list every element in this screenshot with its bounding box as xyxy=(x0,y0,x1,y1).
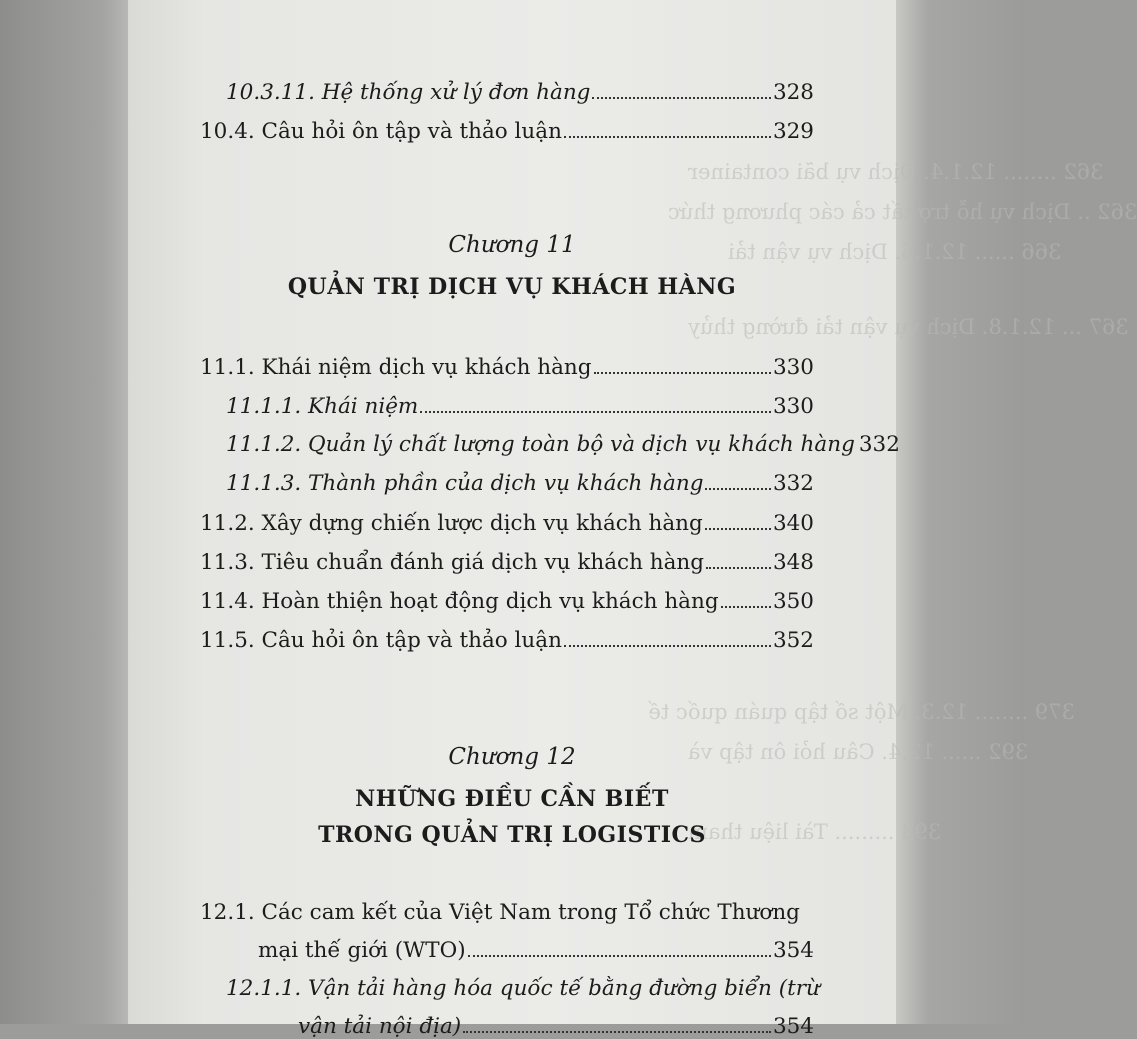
toc-page-number: 328 xyxy=(772,80,814,105)
toc-page-number: 332 xyxy=(858,432,900,457)
dot-leader xyxy=(705,487,770,490)
dot-leader xyxy=(468,954,771,957)
toc-page-number: 330 xyxy=(772,394,814,419)
dot-leader xyxy=(706,566,771,569)
chapter-11-number: Chương 11 xyxy=(448,232,576,258)
toc-page-number: 348 xyxy=(772,550,814,575)
toc-page-number: 330 xyxy=(772,355,814,380)
toc-entry-label: 11.3. Tiêu chuẩn đánh giá dịch vụ khách hàng xyxy=(200,550,705,575)
toc-entry xyxy=(200,513,814,535)
right-background xyxy=(896,0,1024,1024)
toc-entry xyxy=(200,357,814,379)
toc-entry xyxy=(226,82,814,104)
toc-entry xyxy=(226,473,814,495)
toc-entry xyxy=(200,121,814,143)
dot-leader xyxy=(564,644,771,647)
dot-leader xyxy=(594,371,771,374)
toc-page-number: 350 xyxy=(772,589,814,614)
toc-entry-label: 10.4. Câu hỏi ôn tập và thảo luận xyxy=(200,119,562,144)
toc-page-number: 332 xyxy=(772,471,814,496)
toc-entry-label: 11.2. Xây dựng chiến lược dịch vụ khách hàng xyxy=(200,511,703,536)
book-page xyxy=(128,0,1137,1039)
toc-entry-label: mại thế giới (WTO) xyxy=(258,938,466,963)
toc-page-number: 354 xyxy=(772,1014,814,1039)
toc-entry xyxy=(226,432,900,457)
dot-leader xyxy=(592,96,771,99)
bleed-through-decoration: 393 ......... Tài liệu tham xyxy=(688,820,942,844)
bleed-through-decoration: 379 ........ 12.3. Một số tập quán quốc tế xyxy=(648,700,1075,724)
toc-entry xyxy=(200,552,814,574)
bleed-through-decoration: 362 ........ 12.1.4. Dịch vụ bãi container xyxy=(688,160,1104,184)
toc-entry xyxy=(200,630,814,652)
toc-entry xyxy=(226,396,814,418)
toc-entry-label: vận tải nội địa) xyxy=(298,1014,462,1039)
toc-entry-label: 11.1.3. Thành phần của dịch vụ khách hàng xyxy=(226,471,704,496)
bleed-through-decoration: 367 ... 12.1.8. Dịch vụ vận tải đường thủy xyxy=(688,315,1129,339)
dot-leader xyxy=(705,527,771,530)
toc-entry-label: 12.1.1. Vận tải hàng hóa quốc tế bằng đường biển (trừ xyxy=(226,976,820,1001)
toc-entry-label: 11.1. Khái niệm dịch vụ khách hàng xyxy=(200,355,592,380)
dot-leader xyxy=(721,605,771,608)
toc-entry xyxy=(200,591,814,613)
bleed-through-decoration: 392 ...... 12.4. Câu hỏi ôn tập và xyxy=(688,740,1029,764)
bleed-through-decoration: 366 ...... 12.1.6. Dịch vụ vận tải xyxy=(728,240,1062,264)
toc-entry-label: 11.1.2. Quản lý chất lượng toàn bộ và dịch vụ khách hàng xyxy=(226,432,855,457)
chapter-12-title-line2: TRONG QUẢN TRỊ LOGISTICS xyxy=(318,822,706,848)
bleed-through-decoration: 362 .. Dịch vụ hỗ trợ tất cả các phương thức xyxy=(668,200,1137,224)
chapter-11-title: QUẢN TRỊ DỊCH VỤ KHÁCH HÀNG xyxy=(287,274,737,300)
toc-entry-label: 11.1.1. Khái niệm xyxy=(226,394,419,419)
toc-entry xyxy=(258,940,814,962)
toc-entry-label: 12.1. Các cam kết của Việt Nam trong Tổ chức Thương xyxy=(200,900,800,925)
dot-leader xyxy=(564,135,771,138)
toc-page-number: 329 xyxy=(772,119,814,144)
toc-page-number: 352 xyxy=(772,628,814,653)
chapter-12-number: Chương 12 xyxy=(448,744,576,770)
dot-leader xyxy=(463,1030,771,1033)
toc-entry-label: 11.4. Hoàn thiện hoạt động dịch vụ khách hàng xyxy=(200,589,719,614)
dot-leader xyxy=(420,410,771,413)
toc-entry-label: 10.3.11. Hệ thống xử lý đơn hàng xyxy=(226,80,591,105)
chapter-12-title-line1: NHỮNG ĐIỀU CẦN BIẾT xyxy=(355,786,669,812)
left-background xyxy=(0,0,128,1024)
toc-page-number: 354 xyxy=(772,938,814,963)
toc-entry xyxy=(298,1016,814,1038)
toc-page-number: 340 xyxy=(772,511,814,536)
toc-entry-label: 11.5. Câu hỏi ôn tập và thảo luận xyxy=(200,628,562,653)
